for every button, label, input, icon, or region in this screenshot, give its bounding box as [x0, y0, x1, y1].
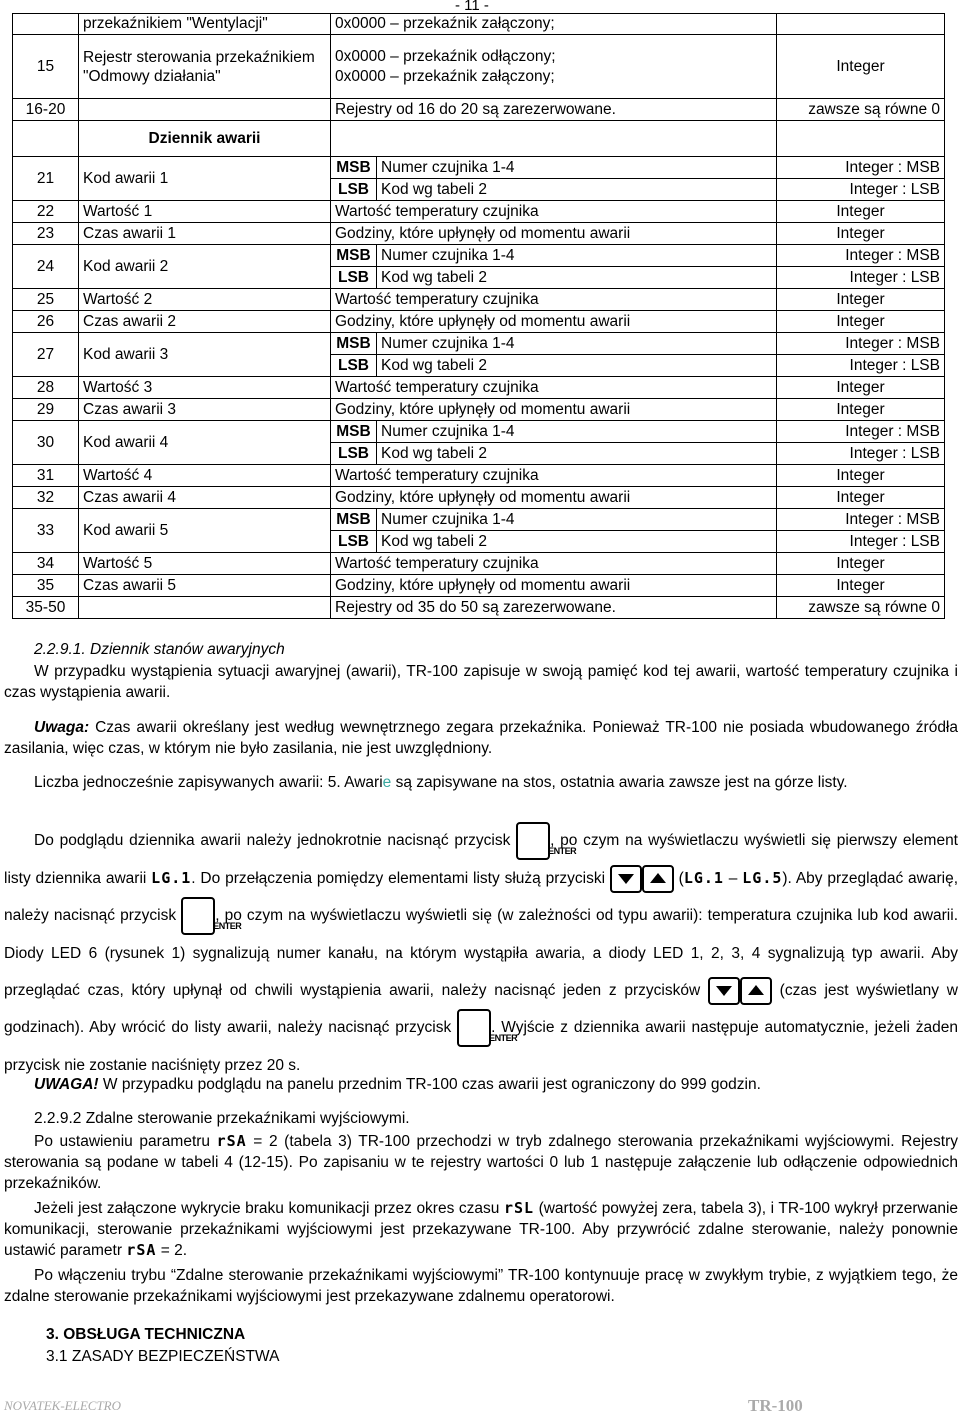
footer-brand: NOVATEK-ELECTRO	[4, 1398, 122, 1413]
text: są zapisywane na stos, ostatnia awaria zawsze jest na górze listy.	[391, 774, 848, 791]
register-name: Czas awarii 5	[79, 575, 331, 597]
register-desc: 0x0000 – przekaźnik załączony;	[331, 14, 777, 35]
desc-line: 0x0000 – przekaźnik załączony;	[335, 67, 555, 85]
text: , po czym na wyświetlaczu wyświetli się pierwszy element listy dziennika awarii	[4, 832, 958, 887]
table-row	[13, 399, 945, 421]
enter-key-label: ENTER	[489, 1033, 518, 1043]
register-desc: Godziny, które upłynęły od momentu awarii	[331, 223, 777, 245]
register-desc: Godziny, które upłynęły od momentu awarii	[331, 487, 777, 509]
register-number: 16-20	[13, 99, 79, 121]
footer-model: TR-100	[748, 1396, 803, 1415]
table-row	[13, 201, 945, 223]
page-number: - 11 -	[455, 0, 489, 14]
table-row	[13, 575, 945, 597]
paragraph	[4, 717, 958, 759]
register-number: 25	[13, 289, 79, 311]
text: Po ustawieniu parametru	[34, 1133, 217, 1150]
display-code: rSL	[503, 1199, 535, 1217]
register-type: Integer	[777, 553, 945, 575]
register-type: Integer	[777, 487, 945, 509]
register-number: 22	[13, 201, 79, 223]
arrow-up-key-icon	[740, 977, 772, 1005]
paragraph: W przypadku wystąpienia sytuacji awaryjnej (awarii), TR-100 zapisuje w swoją pamięć kod tej awarii, wartość temperatury czujnika i czas wystąpienia awarii.	[4, 663, 958, 701]
register-name: Czas awarii 3	[79, 399, 331, 421]
register-name: Kod awarii 2	[79, 245, 331, 289]
register-number: 34	[13, 553, 79, 575]
section-title: Dziennik awarii	[79, 121, 331, 157]
text: (czas jest wyświetlany w godzinach). Aby wrócić do listy awarii, należy nacisnąć przycisk	[4, 982, 958, 1037]
table-row	[13, 421, 945, 443]
lsb-label: LSB	[331, 443, 377, 465]
enter-key-label: ENTER	[548, 846, 577, 856]
register-desc: Kod wg tabeli 2	[377, 443, 777, 465]
register-type: Integer	[777, 399, 945, 421]
register-desc: Numer czujnika 1-4	[377, 509, 777, 531]
register-name: Kod awarii 5	[79, 509, 331, 553]
register-desc: Kod wg tabeli 2	[377, 355, 777, 377]
table-row	[13, 245, 945, 267]
warning-text: W przypadku podglądu na panelu przednim TR-100 czas awarii jest ograniczony do 999 godzin.	[98, 1076, 761, 1093]
register-type: zawsze są równe 0	[777, 597, 945, 619]
register-name: Rejestr sterowania przekaźnikiem "Odmowy działania"	[79, 35, 331, 99]
paragraph	[4, 1131, 958, 1194]
enter-key-icon	[457, 1009, 518, 1047]
register-name: Czas awarii 4	[79, 487, 331, 509]
lsb-label: LSB	[331, 179, 377, 201]
register-desc: Wartość temperatury czujnika	[331, 377, 777, 399]
register-desc: Godziny, które upłynęły od momentu awarii	[331, 311, 777, 333]
register-desc: Numer czujnika 1-4	[377, 421, 777, 443]
paragraph	[4, 1074, 958, 1095]
register-desc: Godziny, które upłynęły od momentu awarii	[331, 399, 777, 421]
display-code: LG.1	[683, 869, 724, 887]
enter-key-label: ENTER	[213, 921, 242, 931]
table-row	[13, 465, 945, 487]
register-desc: Kod wg tabeli 2	[377, 531, 777, 553]
display-code: rSA	[126, 1241, 157, 1259]
display-code: LG.5	[742, 869, 783, 887]
register-type: Integer	[777, 201, 945, 223]
register-desc: Wartość temperatury czujnika	[331, 289, 777, 311]
register-number: 15	[13, 35, 79, 99]
register-name: Wartość 5	[79, 553, 331, 575]
msb-label: MSB	[331, 333, 377, 355]
note-label: Uwaga:	[34, 719, 90, 736]
register-desc: Numer czujnika 1-4	[377, 157, 777, 179]
warning-label: UWAGA!	[34, 1076, 99, 1093]
arrow-up-key-icon	[642, 865, 674, 893]
note-text: Czas awarii określany jest według wewnętrznego zegara przekaźnika. Ponieważ TR-100 nie posiada wbudowanego źródła zasilania, więc czas, w którym nie było zasilania, nie jest uwzględniony.	[4, 719, 958, 757]
register-type: Integer : LSB	[777, 267, 945, 289]
register-number: 35	[13, 575, 79, 597]
register-type: Integer	[777, 575, 945, 597]
register-type: Integer : MSB	[777, 333, 945, 355]
table-row	[13, 487, 945, 509]
text: e	[382, 774, 392, 791]
register-desc: Kod wg tabeli 2	[377, 179, 777, 201]
lsb-label: LSB	[331, 531, 377, 553]
text: . Wyjście z dziennika awarii następuje automatycznie, jeżeli żaden przycisk nie zostanie naciśnięty przez 20 s.	[4, 1019, 958, 1074]
register-desc: Rejestry od 35 do 50 są zarezerwowane.	[331, 597, 777, 619]
msb-label: MSB	[331, 509, 377, 531]
lsb-label: LSB	[331, 267, 377, 289]
table-row	[13, 99, 945, 121]
table-row	[13, 311, 945, 333]
register-number: 32	[13, 487, 79, 509]
heading-2292: 2.2.9.2 Zdalne sterowanie przekaźnikami wyjściowymi.	[34, 1110, 410, 1127]
register-desc: Wartość temperatury czujnika	[331, 465, 777, 487]
register-type: Integer : LSB	[777, 443, 945, 465]
register-name: Kod awarii 1	[79, 157, 331, 201]
register-desc: Wartość temperatury czujnika	[331, 553, 777, 575]
register-number: 29	[13, 399, 79, 421]
text: Jeżeli jest załączone wykrycie braku komunikacji przez okres czasu	[34, 1200, 504, 1217]
register-desc: Kod wg tabeli 2	[377, 267, 777, 289]
register-type: Integer	[777, 377, 945, 399]
register-type: Integer : MSB	[777, 245, 945, 267]
text: (	[673, 870, 684, 887]
register-name: Czas awarii 1	[79, 223, 331, 245]
table-row	[13, 14, 945, 35]
text: . Do przełączenia pomiędzy elementami listy służą przyciski	[191, 870, 610, 887]
register-type: Integer : LSB	[777, 531, 945, 553]
register-number: 28	[13, 377, 79, 399]
table-row	[13, 223, 945, 245]
text: = 2 (tabela 3) TR-100 przechodzi w tryb zdalnego sterowania przekaźnikami wyjściowymi. Rejestry sterowania są podane w tabeli 4 (12-15). Po zapisaniu w te rejestry wartości 0 lub 1 następuje załączenie lub odłączenie odpowiednich przekaźników.	[4, 1133, 958, 1192]
table-row	[13, 333, 945, 355]
text: (wartość powyżej zera, tabela 3), i TR-100 wykrył przerwanie komunikacji, sterowanie przekaźnikami wyjściowymi jest przekazywane TR-100. Aby przywrócić zdalne sterowanie, należy ponownie ustawić parametr	[4, 1200, 959, 1259]
text: Do podglądu dziennika awarii należy jednokrotnie nacisnąć przycisk	[34, 832, 517, 850]
register-name: Kod awarii 3	[79, 333, 331, 377]
text: –	[723, 870, 743, 887]
register-desc	[331, 35, 777, 99]
register-number: 35-50	[13, 597, 79, 619]
register-number: 21	[13, 157, 79, 201]
register-name: Czas awarii 2	[79, 311, 331, 333]
enter-key-icon	[181, 897, 242, 935]
register-name: Wartość 3	[79, 377, 331, 399]
arrow-down-key-icon	[708, 977, 740, 1005]
text: ). Aby przeglądać awarię, należy nacisnąć przycisk	[4, 870, 958, 925]
desc-line: 0x0000 – przekaźnik odłączony;	[335, 47, 556, 65]
heading-text: 2.2.9.1. Dziennik stanów awaryjnych	[34, 641, 285, 658]
register-number: 30	[13, 421, 79, 465]
register-name: przekaźnikiem "Wentylacji"	[79, 14, 331, 35]
register-type: Integer	[777, 289, 945, 311]
msb-label: MSB	[331, 421, 377, 443]
table-row	[13, 157, 945, 179]
register-type: Integer	[777, 35, 945, 99]
register-type: Integer : MSB	[777, 509, 945, 531]
register-type: Integer	[777, 465, 945, 487]
paragraph: Po włączeniu trybu “Zdalne sterowanie przekaźnikami wyjściowymi” TR-100 kontynuuje pracę w zwykłym trybie, z wyjątkiem tego, że zdalne sterowanie przekaźnikami wyjściowymi jest przekazywane zdalnemu operatorowi.	[4, 1267, 958, 1305]
enter-key-icon	[516, 822, 577, 860]
paragraph	[4, 1198, 958, 1261]
paragraph	[4, 822, 958, 1084]
text: = 2.	[156, 1242, 188, 1259]
display-code: LG.1	[151, 869, 192, 887]
register-name: Wartość 2	[79, 289, 331, 311]
msb-label: MSB	[331, 245, 377, 267]
table-row	[13, 289, 945, 311]
register-desc: Wartość temperatury czujnika	[331, 201, 777, 223]
lsb-label: LSB	[331, 355, 377, 377]
register-name: Wartość 4	[79, 465, 331, 487]
register-number: 23	[13, 223, 79, 245]
table-row	[13, 121, 945, 157]
register-type: Integer	[777, 311, 945, 333]
heading-3: 3. OBSŁUGA TECHNICZNA	[46, 1326, 246, 1343]
table-row	[13, 35, 945, 99]
register-name: Wartość 1	[79, 201, 331, 223]
register-desc: Rejestry od 16 do 20 są zarezerwowane.	[331, 99, 777, 121]
register-number: 33	[13, 509, 79, 553]
register-desc: Godziny, które upłynęły od momentu awarii	[331, 575, 777, 597]
register-type: Integer	[777, 223, 945, 245]
register-name: Kod awarii 4	[79, 421, 331, 465]
register-type: zawsze są równe 0	[777, 99, 945, 121]
table-row	[13, 597, 945, 619]
register-number: 26	[13, 311, 79, 333]
paragraph	[4, 772, 958, 793]
msb-label: MSB	[331, 157, 377, 179]
heading-2291	[4, 639, 958, 660]
register-table	[12, 13, 945, 619]
register-desc: Numer czujnika 1-4	[377, 245, 777, 267]
display-code: rSA	[216, 1132, 247, 1150]
register-type: Integer : MSB	[777, 421, 945, 443]
text: Liczba jednocześnie zapisywanych awarii: 5. Awari	[34, 774, 383, 791]
register-type: Integer : LSB	[777, 355, 945, 377]
table-row	[13, 553, 945, 575]
table-row	[13, 509, 945, 531]
register-desc: Numer czujnika 1-4	[377, 333, 777, 355]
table-row	[13, 377, 945, 399]
register-number: 31	[13, 465, 79, 487]
register-type: Integer : MSB	[777, 157, 945, 179]
heading-3-1: 3.1 ZASADY BEZPIECZEŃSTWA	[46, 1348, 280, 1365]
register-number: 24	[13, 245, 79, 289]
register-type: Integer : LSB	[777, 179, 945, 201]
register-number: 27	[13, 333, 79, 377]
text: , po czym na wyświetlaczu wyświetli się (w zależności od typu awarii): temperatura czujnika lub kod awarii. Diody LED 6 (rysunek 1) sygnalizują numer kanału, na którym wystąpiła awaria, a diody LED 1, 2, 3, 4 sygnalizują typ awarii. Aby przeglądać czas, który upłynął od chwili wystąpienia awarii, należy nacisnąć jeden z przycisków	[4, 907, 959, 999]
arrow-down-key-icon	[610, 865, 642, 893]
